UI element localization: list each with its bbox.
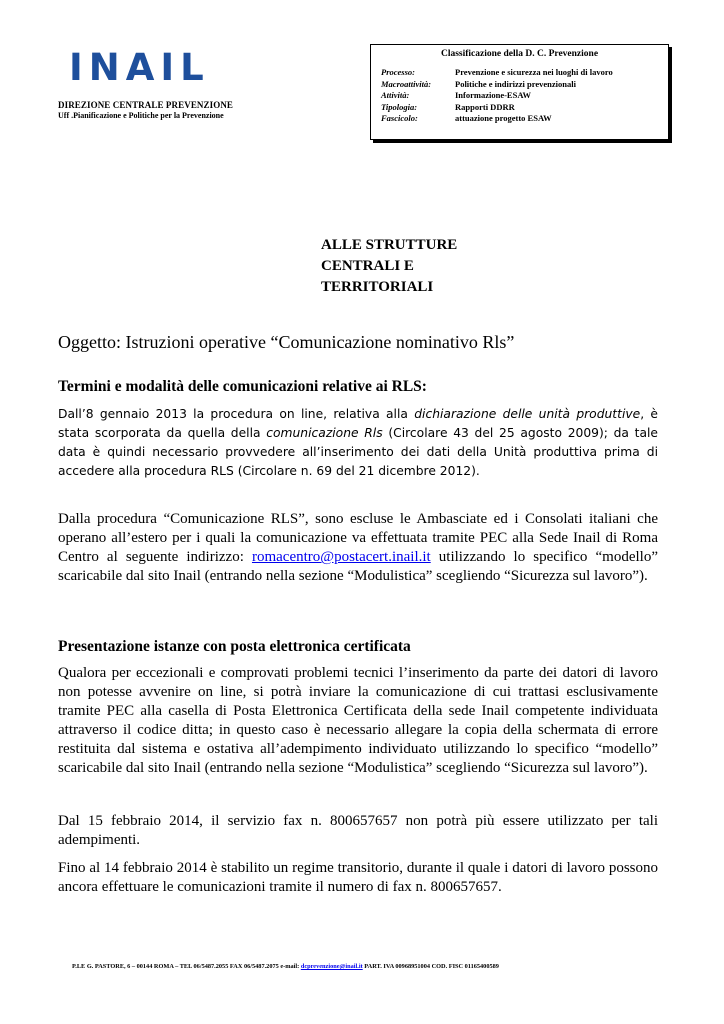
text-run-italic: comunicazione Rls [266,426,383,440]
classification-row [381,90,661,102]
direction-title: DIREZIONE CENTRALE PREVENZIONE [58,100,234,110]
classification-key: Tipologia: [381,101,418,112]
classification-box [370,44,669,140]
classification-value: Rapporti DDRR [455,101,515,112]
classification-value: Prevenzione e sicurezza nei luoghi di lavoro [455,67,613,77]
classification-row [381,67,661,79]
section2-paragraph1: Qualora per eccezionali e comprovati problemi tecnici l’inserimento da parte dei datori di lavoro non potesse avvenire on line, si potrà inviare la comunicazione di cui trattasi esclusivamente tramite PEC alla casella di Posta Elettronica Certificata della sede Inail competente individuata attraverso il codice ditta; in questo caso è necessario allegare la copia della schermata di errore restituita dal sistema e ostativa all’adempimento individuato utilizzando lo specifico “modello” scaricabile dal sito Inail (entrando nella sezione “Modulistica” scegliendo “Sicurezza sul lavoro”). [58,665,658,776]
classification-row [381,79,661,91]
classification-value: attuazione progetto ESAW [455,113,552,123]
classification-value: Informazione-ESAW [455,90,532,100]
direction-subtitle: Uff .Pianificazione e Politiche per la Prevenzione [58,111,224,120]
footer-email-link[interactable]: dcprevenzione@inail.it [300,963,363,970]
section1-heading: Termini e modalità delle comunicazioni relative ai RLS: [58,378,427,395]
classification-row [381,113,661,125]
section1-paragraph2 [58,510,658,586]
text-run: Dalla procedura “Comunicazione RLS”, sono escluse le Ambasciate ed i Consolati italiani che operano all’estero per i quali la comunicazione va effettuata tramite PEC alla Sede Inail di Roma Centro al seguente indirizzo: [58,511,658,565]
text-run: Dall’8 gennaio 2013 la procedura on line, relativa alla [58,407,415,421]
section2-paragraph2: Dal 15 febbraio 2014, il servizio fax n. 800657657 non potrà più essere utilizzato per tali adempimenti. [58,813,658,848]
classification-title: Classificazione della D. C. Prevenzione [440,49,599,59]
section2-paragraph3: Fino al 14 febbraio 2014 è stabilito un regime transitorio, durante il quale i datori di lavoro possono ancora effettuare le comunicazioni tramite il numero di fax n. 800657657. [58,860,658,895]
classification-key: Processo: [381,67,415,77]
classification-key: Attività: [381,90,410,100]
classification-rows [381,67,661,125]
classification-row [381,102,661,114]
text-run-italic: dichiarazione delle unità produttive [414,407,641,421]
recipient: ALLE STRUTTURE CENTRALI E TERRITORIALI [321,237,458,295]
section2-heading: Presentazione istanze con posta elettronica certificata [58,638,411,655]
pec-email-link[interactable]: romacentro@postacert.inail.it [251,549,431,565]
classification-value: Politiche e indirizzi prevenzionali [455,78,576,89]
text-run: (Circolare 43 del 25 agosto 2009); da tale data è quindi necessario provvedere all’inserimento dei dati della Unità produttiva prima di accedere alla procedura RLS (Circolare n. 69 del 21 dicembre 2012). [58,426,659,478]
footer [72,963,499,970]
text-run: , è stata scorporata da quella della [58,407,658,440]
classification-key: Macroattività: [381,78,432,89]
footer-tax-info: PART. IVA 00968951004 COD. FISC 01165400589 [362,963,499,970]
text-run: utilizzando lo specifico “modello” scaricabile dal sito Inail (entrando nella sezione “Modulistica” scegliendo “Sicurezza sul lavoro”). [58,549,658,584]
classification-key: Fascicolo: [381,113,418,123]
inail-logo [69,49,229,85]
footer-address: P.LE G. PASTORE, 6 – 00144 ROMA – TEL 06/5487.2055 FAX 06/5487.2075 e-mail: [72,963,301,970]
subject-text: Istruzioni operative “Comunicazione nominativo Rls” [125,332,515,352]
svg-text:INAIL: INAIL [69,49,210,85]
section1-paragraph1 [58,405,658,481]
subject-label: Oggetto: [58,332,121,352]
subject-line [58,332,514,353]
